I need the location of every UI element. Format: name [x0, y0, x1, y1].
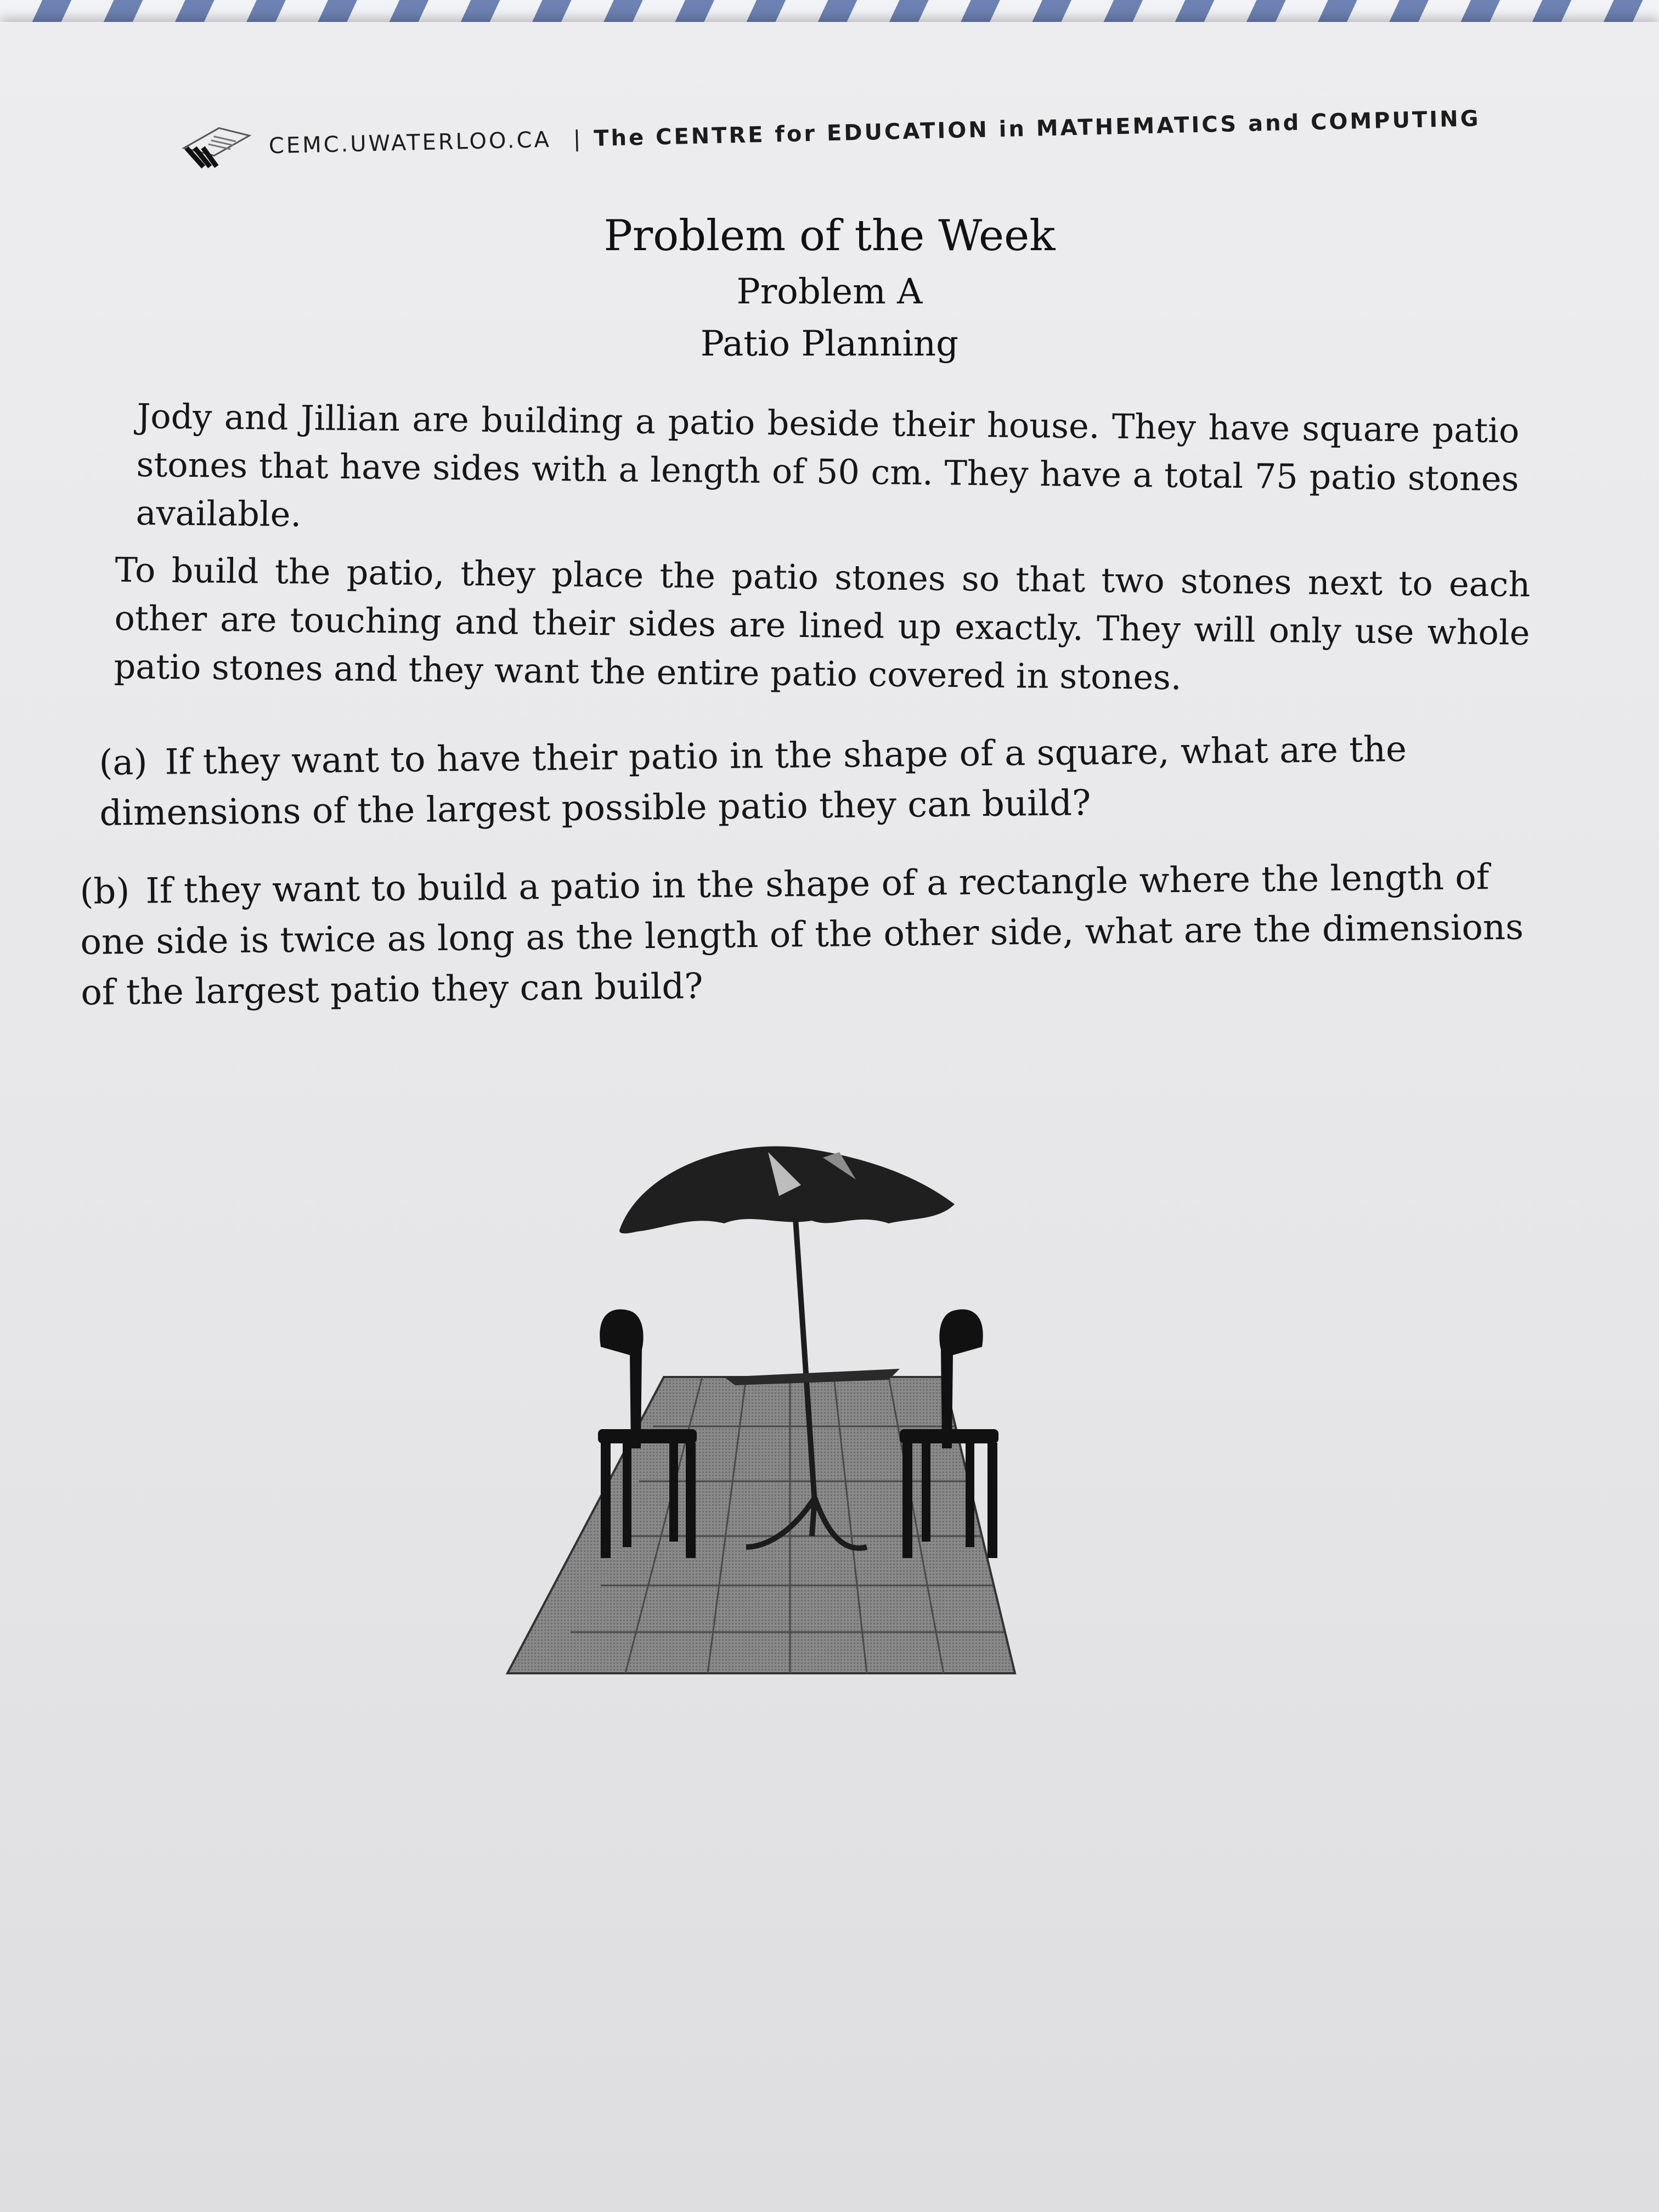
- patio-floor: [507, 1377, 1015, 1673]
- header-site-link: CEMC.UWATERLOO.CA: [268, 127, 552, 159]
- question-a: [99, 723, 1504, 839]
- intro-paragraph: Jody and Jillian are building a patio beside their house. They have square patio stones that have sides with a length of 50 cm. They have a total 75 patio stones available.: [136, 396, 1520, 535]
- question-b-label: (b): [80, 871, 130, 912]
- header-centre-name: The CENTRE for EDUCATION in MATHEMATICS and COMPUTING: [593, 106, 1481, 151]
- page-title: Problem of the Week: [603, 211, 1056, 261]
- question-b: [80, 851, 1535, 1018]
- question-a-text: If they want to have their patio in the shape of a square, what are the dimensions of the largest possible patio they can build?: [99, 729, 1407, 834]
- question-a-label: (a): [99, 742, 148, 783]
- question-b-text: If they want to build a patio in the shape of a rectangle where the length of one side is twice as long as the length of the other side, what are the dimensions of the largest patio they can build?: [80, 857, 1524, 1013]
- problem-level: Problem A: [736, 272, 923, 312]
- cemc-logo-icon: [180, 125, 253, 170]
- header-separator: |: [573, 126, 583, 152]
- patio-umbrella-chairs-icon: [505, 1119, 1097, 1684]
- problem-name: Patio Planning: [700, 324, 959, 364]
- rules-paragraph: To build the patio, they place the patio stones so that two stones next to each other are touching and their sides are lined up exactly. They will only use whole patio stones and they want the entire patio covered in stones.: [114, 549, 1531, 698]
